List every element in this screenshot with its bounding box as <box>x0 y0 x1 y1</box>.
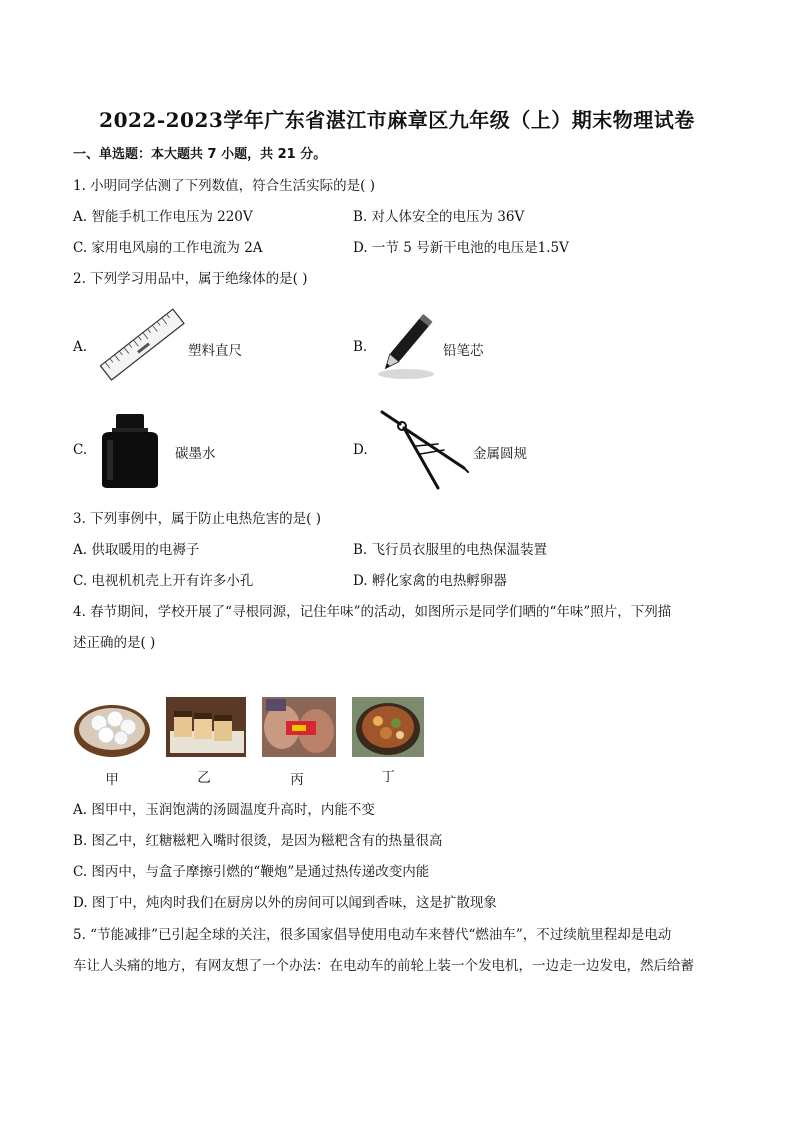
question-1-stem: 1. 小明同学估测了下列数值，符合生活实际的是( ) <box>73 178 375 194</box>
question-3-option-c: C. 电视机机壳上开有许多小孔 <box>73 573 254 589</box>
photo-caption-jia: 甲 <box>105 772 119 788</box>
carbon-ink-bottle-image <box>98 412 163 490</box>
question-3-option-b: B. 飞行员衣服里的电热保温装置 <box>353 542 548 558</box>
question-4-option-c: C. 图丙中，与盒子摩擦引燃的“鞭炮”是通过热传递改变内能 <box>73 864 430 880</box>
question-2-option-a-letter: A. <box>73 339 88 355</box>
question-2-option-c-letter: C. <box>73 442 88 458</box>
question-1-option-a: A. 智能手机工作电压为 220V <box>73 209 253 225</box>
page-title: 2022-2023学年广东省湛江市麻章区九年级（上）期末物理试卷 <box>99 108 695 132</box>
question-2-option-d-letter: D. <box>353 442 368 458</box>
photo-caption-yi: 乙 <box>197 770 211 786</box>
question-2-option-b-label: 铅笔芯 <box>443 343 484 359</box>
question-4-option-d: D. 图丁中，炖肉时我们在厨房以外的房间可以闻到香味，这是扩散现象 <box>73 895 497 911</box>
question-1-option-b: B. 对人体安全的电压为 36V <box>353 209 525 225</box>
question-2-option-c-label: 碳墨水 <box>175 446 216 462</box>
photo-caption-bing: 丙 <box>290 772 304 788</box>
question-4-option-a: A. 图甲中，玉润饱满的汤圆温度升高时，内能不变 <box>73 802 375 818</box>
question-4-stem-line-1: 4. 春节期间，学校开展了“寻根同源，记住年味”的活动，如图所示是同学们晒的“年味”照片，下列描 <box>73 604 672 620</box>
question-5-line-2: 车让人头痛的地方，有网友想了一个办法：在电动车的前轮上装一个发电机，一边走一边发电，然后给蓄 <box>73 958 694 974</box>
question-2-option-b-letter: B. <box>353 339 368 355</box>
firecracker-photo <box>262 697 336 757</box>
question-3-option-a: A. 供取暖用的电褥子 <box>73 542 200 558</box>
question-4-option-b: B. 图乙中，红糖糍粑入嘴时很烫，是因为糍粑含有的热量很高 <box>73 833 443 849</box>
question-2-option-a-label: 塑料直尺 <box>188 343 242 359</box>
question-1-option-d: D. 一节 5 号新干电池的电压是1.5V <box>353 240 569 256</box>
metal-compass-image <box>376 408 470 492</box>
question-2-stem: 2. 下列学习用品中，属于绝缘体的是( ) <box>73 271 308 287</box>
ciba-photo <box>166 697 246 757</box>
question-1-option-c: C. 家用电风扇的工作电流为 2A <box>73 240 263 256</box>
question-3-option-d: D. 孵化家禽的电热孵卵器 <box>353 573 507 589</box>
question-3-stem: 3. 下列事例中，属于防止电热危害的是( ) <box>73 511 321 527</box>
photo-caption-ding: 丁 <box>381 769 395 785</box>
tangyuan-photo <box>73 697 151 759</box>
question-4-stem-line-2: 述正确的是( ) <box>73 635 156 651</box>
plastic-ruler-image <box>95 300 190 392</box>
question-5-line-1: 5. “节能减排”已引起全球的关注，很多国家倡导使用电动车来替代“燃油车”，不过续航里程却是电动 <box>73 927 672 943</box>
section-heading: 一、单选题：本大题共 7 小题，共 21 分。 <box>73 147 327 162</box>
pencil-lead-image <box>372 308 440 383</box>
stew-photo <box>352 697 424 757</box>
question-2-option-d-label: 金属圆规 <box>473 446 527 462</box>
